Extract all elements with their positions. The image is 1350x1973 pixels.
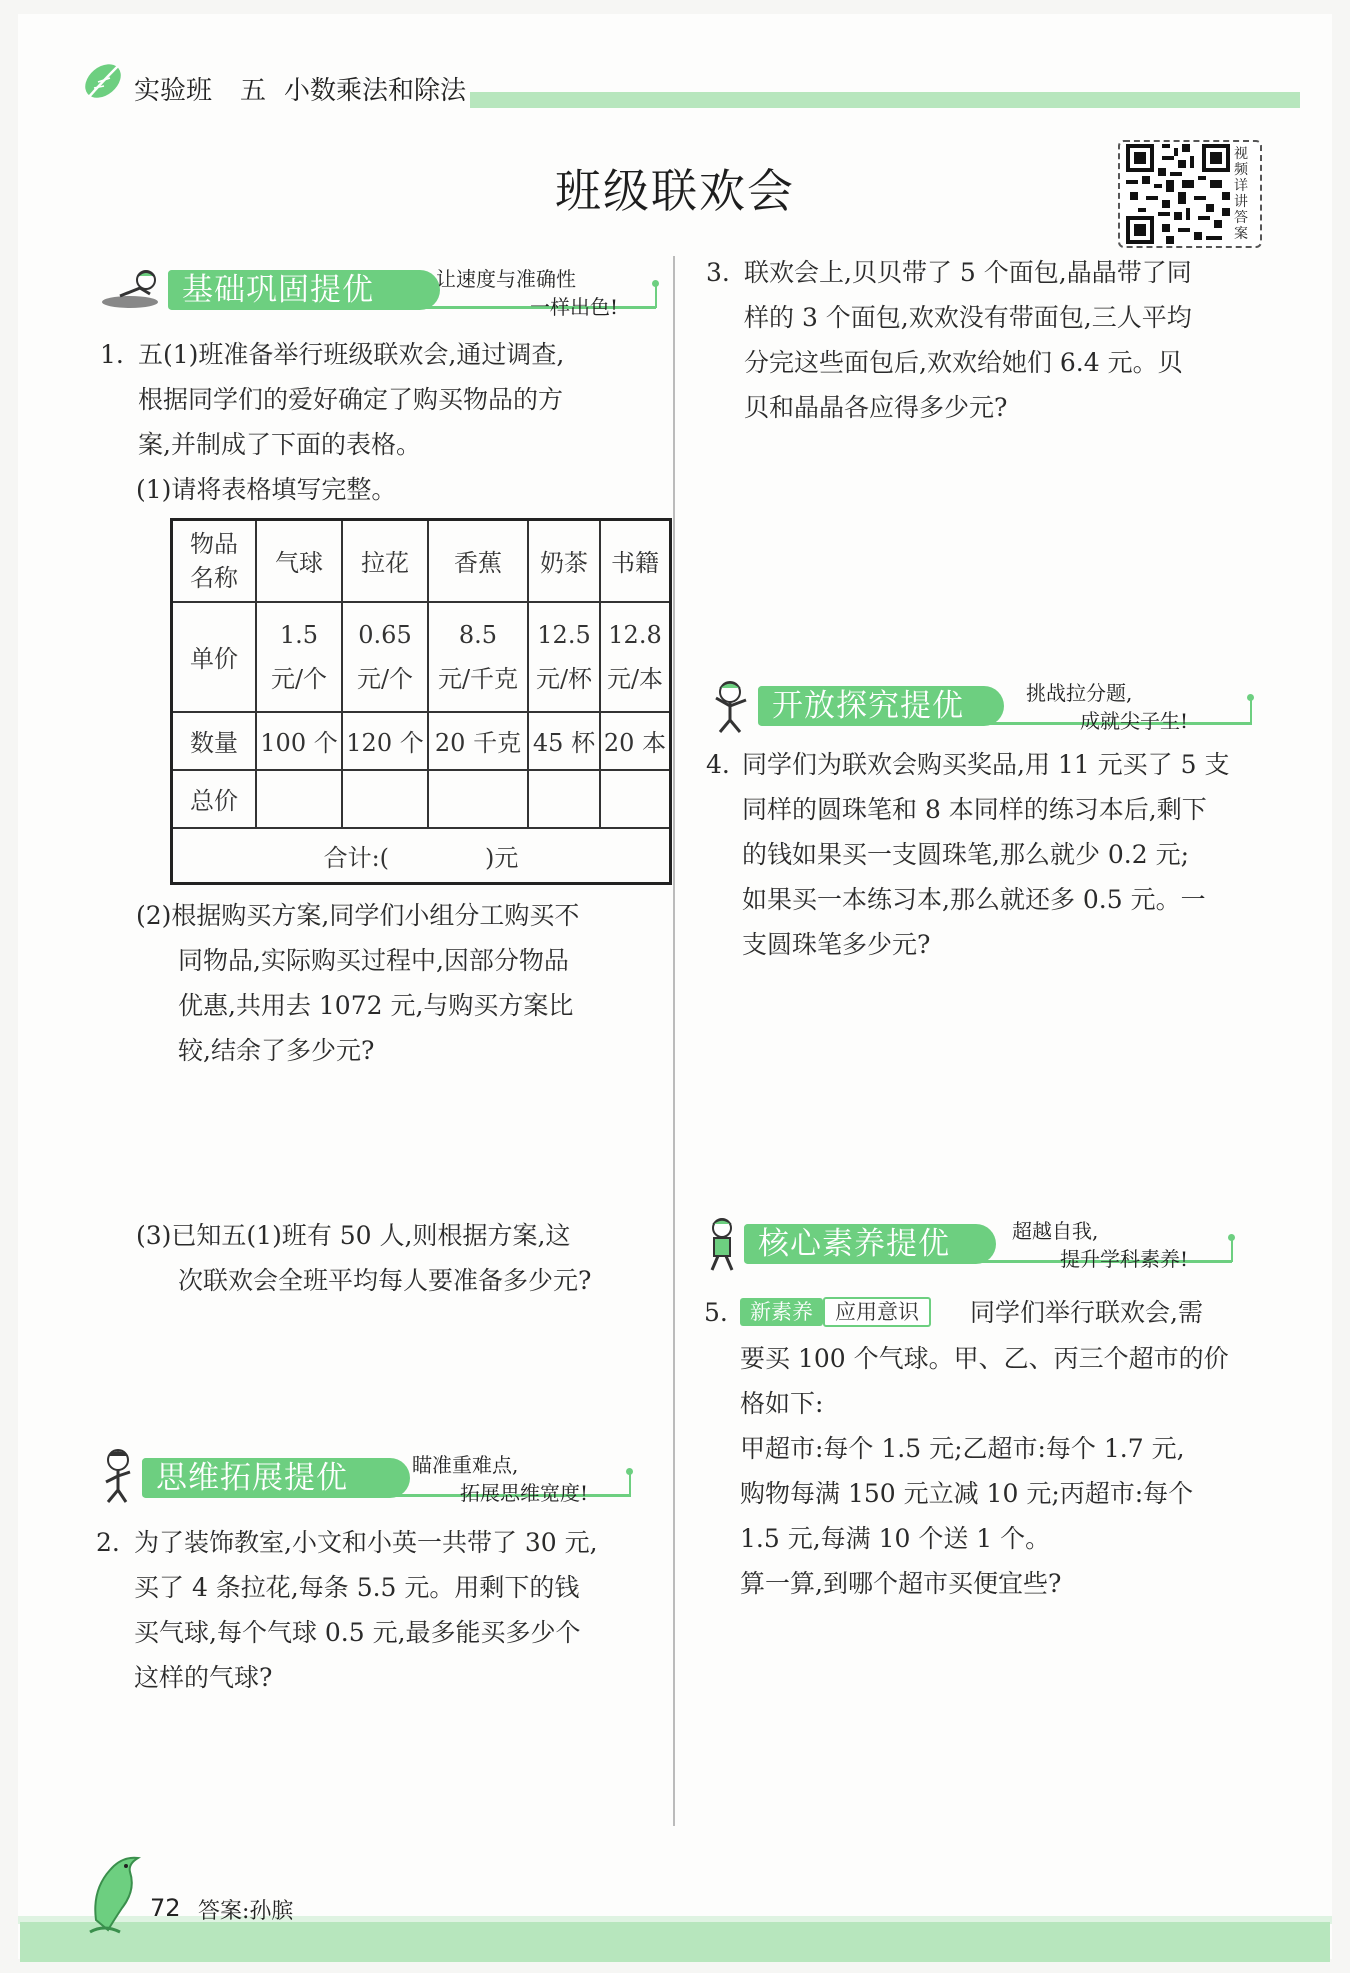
kid-skateboard-icon: [100, 266, 172, 314]
table-cell-qty: 100 个: [256, 712, 342, 770]
section-title-core: 核心素养提优: [744, 1224, 996, 1264]
q2-line: 为了装饰教室,小文和小英一共带了 30 元,: [134, 1528, 598, 1557]
table-cell-price: [342, 602, 428, 712]
q1-sub3: [136, 1213, 666, 1303]
table-row-qty: [172, 712, 671, 770]
qr-pattern-icon: [1126, 144, 1230, 244]
table-cell-qty: 120 个: [342, 712, 428, 770]
table-row-price: [172, 602, 671, 712]
table-row-label: 单价: [172, 602, 257, 712]
answer-label: 答案:孙膑: [198, 1899, 294, 1924]
section-motto-core-2: 提升学科素养!: [1060, 1247, 1189, 1271]
q1-sub3-answer-space[interactable]: [140, 1310, 660, 1440]
kid-cheering-icon: [706, 676, 756, 736]
q5-number: 5.: [704, 1298, 728, 1327]
section-motto-open-1: 挑战拉分题,: [1026, 681, 1133, 705]
table-header-cell: [172, 520, 257, 602]
section-title-basic: 基础巩固提优: [168, 270, 440, 310]
q5-stem: [740, 1336, 1270, 1606]
q2-line: 这样的气球?: [134, 1663, 273, 1692]
table-row-items: [172, 520, 671, 602]
q1-sub2-line: 优惠,共用去 1072 元,与购买方案比: [178, 991, 574, 1020]
q5-line: 1.5 元,每满 10 个送 1 个。: [740, 1524, 1051, 1553]
q1-sub1: (1)请将表格填写完整。: [136, 475, 397, 504]
header-label-line: 名称: [190, 563, 238, 592]
header-stripe: [470, 92, 1300, 108]
qr-caption: 视频详讲答案: [1234, 146, 1248, 242]
q1-line: 根据同学们的爱好确定了购买物品的方: [138, 385, 564, 414]
q2-line: 买气球,每个气球 0.5 元,最多能买多少个: [134, 1618, 581, 1647]
q1-line: 五(1)班准备举行班级联欢会,通过调查,: [138, 340, 565, 369]
section-banner-core: [700, 1219, 1260, 1271]
q5-line: 甲超市:每个 1.5 元;乙超市:每个 1.7 元,: [740, 1434, 1185, 1463]
q5-line: 要买 100 个气球。甲、乙、丙三个超市的价: [740, 1344, 1229, 1373]
section-motto-basic-2: 一样出色!: [530, 295, 619, 319]
q3-number: 3.: [706, 258, 730, 287]
q1-stem: [138, 332, 658, 467]
table-row-label: 总价: [172, 770, 257, 828]
q3-line: 贝和晶晶各应得多少元?: [744, 393, 1008, 422]
q1-sub3-line: (3)已知五(1)班有 50 人,则根据方案,这: [136, 1221, 571, 1250]
table-cell-total-blank[interactable]: [428, 770, 528, 828]
section-banner-open: [706, 681, 1266, 733]
tag-new-literacy: 新素养: [740, 1298, 823, 1326]
table-cell-qty: 20 千克: [428, 712, 528, 770]
q3-answer-space[interactable]: [744, 440, 1254, 670]
table-cell-total-blank[interactable]: [600, 770, 671, 828]
table-cell-item: 书籍: [600, 520, 671, 602]
q4-line: 支圆珠笔多少元?: [742, 930, 931, 959]
q1-sub2: [136, 893, 666, 1073]
kid-thinking-icon: [96, 1446, 142, 1506]
price-value: 12.5: [537, 620, 591, 649]
q1-number: 1.: [100, 340, 124, 369]
section-banner-basic: [100, 266, 660, 319]
table-cell-total-blank[interactable]: [256, 770, 342, 828]
q1-line: 案,并制成了下面的表格。: [138, 430, 421, 459]
q3-line: 分完这些面包后,欢欢给她们 6.4 元。贝: [744, 348, 1183, 377]
q1-sub3-line: 次联欢会全班平均每人要准备多少元?: [178, 1266, 592, 1295]
section-motto-thinking-1: 瞄准重难点,: [412, 1453, 519, 1477]
table-cell-item: 奶茶: [528, 520, 600, 602]
q4-line: 的钱如果买一支圆珠笔,那么就少 0.2 元;: [742, 840, 1190, 869]
section-title-thinking: 思维拓展提优: [142, 1458, 410, 1498]
table-cell-qty: 20 本: [600, 712, 671, 770]
q1-sub2-line: (2)根据购买方案,同学们小组分工购买不: [136, 901, 580, 930]
q1-sub2-line: 同物品,实际购买过程中,因部分物品: [178, 946, 569, 975]
price-unit: 元/个: [356, 664, 414, 693]
section-motto-core-1: 超越自我,: [1012, 1219, 1099, 1243]
table-row-label: 数量: [172, 712, 257, 770]
price-unit: 元/千克: [437, 664, 519, 693]
table-cell-total-blank[interactable]: [342, 770, 428, 828]
table-row-total: [172, 770, 671, 828]
kid-jumping-icon: [700, 1214, 744, 1274]
dolphin-icon: [86, 1850, 148, 1936]
price-value: 0.65: [358, 620, 412, 649]
table-cell-price: [428, 602, 528, 712]
section-motto-thinking-2: 拓展思维宽度!: [460, 1481, 589, 1505]
price-value: 12.8: [608, 620, 662, 649]
q4-stem: [742, 742, 1262, 967]
q4-line: 同学们为联欢会购买奖品,用 11 元买了 5 支: [742, 750, 1230, 779]
q3-line: 样的 3 个面包,欢欢没有带面包,三人平均: [744, 303, 1192, 332]
price-value: 8.5: [458, 620, 498, 649]
table-cell-price: [600, 602, 671, 712]
tag-application: 应用意识: [823, 1297, 931, 1327]
unit-title: 小数乘法和除法: [284, 76, 467, 106]
table-cell-qty: 45 杯: [528, 712, 600, 770]
price-unit: 元/杯: [535, 664, 593, 693]
page-number: 72: [150, 1894, 181, 1922]
table-cell-total-blank[interactable]: [528, 770, 600, 828]
q2-answer-space[interactable]: [136, 1705, 656, 1825]
section-title-open: 开放探究提优: [758, 686, 1004, 726]
leaf-logo-icon: [80, 58, 126, 104]
q4-line: 如果买一本练习本,那么就还多 0.5 元。一: [742, 885, 1206, 914]
q3-stem: [744, 250, 1264, 430]
column-divider: [673, 256, 675, 1826]
section-banner-thinking: [96, 1453, 656, 1505]
q5-line: 购物每满 150 元立减 10 元;丙超市:每个: [740, 1479, 1194, 1508]
table-cell-item: 拉花: [342, 520, 428, 602]
q4-line: 同样的圆珠笔和 8 本同样的练习本后,剩下: [742, 795, 1207, 824]
q4-answer-space[interactable]: [744, 970, 1254, 1190]
q2-stem: [134, 1520, 664, 1700]
q1-sub2-answer-space[interactable]: [140, 1080, 660, 1200]
section-motto-basic-1: 让速度与准确性: [436, 267, 576, 291]
page-title: 班级联欢会: [555, 164, 795, 218]
q4-number: 4.: [706, 750, 730, 779]
table-cell-item: 香蕉: [428, 520, 528, 602]
table-sum-cell[interactable]: 合计:( )元: [172, 828, 671, 884]
purchase-table: [170, 518, 672, 885]
book-label: 实验班: [134, 76, 213, 106]
q5-line: 格如下:: [740, 1389, 824, 1418]
table-cell-price: [256, 602, 342, 712]
section-motto-open-2: 成就尖子生!: [1080, 709, 1189, 733]
price-unit: 元/个: [270, 664, 328, 693]
table-row-sum: [172, 828, 671, 884]
unit-number: 五: [240, 76, 267, 106]
q2-number: 2.: [96, 1528, 120, 1557]
table-cell-price: [528, 602, 600, 712]
q1-sub2-line: 较,结余了多少元?: [178, 1036, 375, 1065]
q5-first-line: 同学们举行联欢会,需: [970, 1298, 1203, 1327]
table-cell-item: 气球: [256, 520, 342, 602]
q2-line: 买了 4 条拉花,每条 5.5 元。用剩下的钱: [134, 1573, 580, 1602]
price-unit: 元/本: [606, 664, 664, 693]
q5-answer-space[interactable]: [744, 1620, 1254, 1820]
footer-stripe: [20, 1922, 1330, 1962]
q5-line: 算一算,到哪个超市买便宜些?: [740, 1569, 1062, 1598]
q5-tags: [740, 1296, 931, 1326]
price-value: 1.5: [279, 620, 319, 649]
q3-line: 联欢会上,贝贝带了 5 个面包,晶晶带了同: [744, 258, 1192, 287]
header-label-line: 物品: [190, 529, 238, 558]
